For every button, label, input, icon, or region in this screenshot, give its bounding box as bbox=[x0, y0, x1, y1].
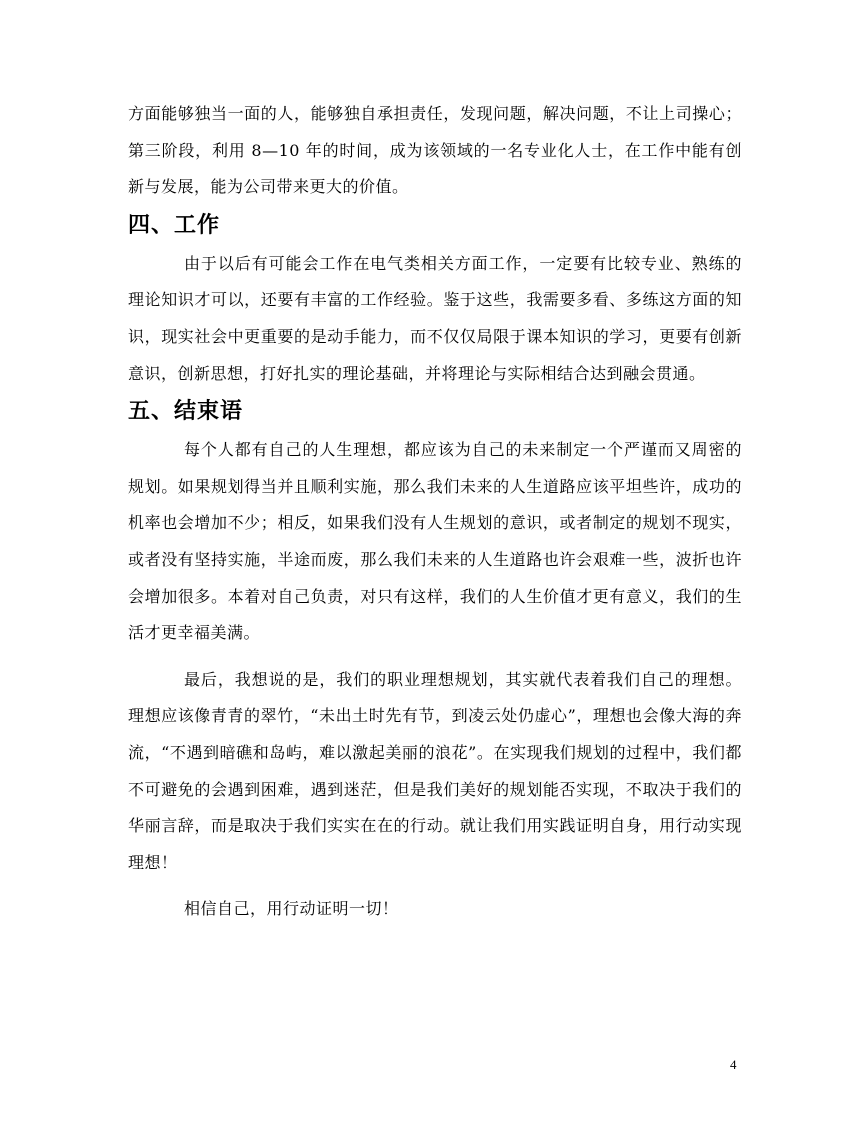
conclusion-paragraph-3: 相信自己，用行动证明一切！ bbox=[184, 899, 399, 919]
work-paragraph: 由于以后有可能会工作在电气类相关方面工作，一定要有比较专业、熟练的理论知识才可以，还要有丰富的工作经验。鉴于这些，我需要多看、多练这方面的知识，现实社会中更重要的是动手能力，而不仅仅局限于课本知识的学习，更要有创新意识，创新思想，打好扎实的理论基础，并将理论与实际相结合达到融会贯通。 bbox=[128, 253, 742, 383]
continuation-paragraph: 方面能够独当一面的人，能够独自承担责任，发现问题，解决问题，不让上司操心；第三阶段，利用 8—10 年的时间，成为该领域的一名专业化人士，在工作中能有创新与发展，能为公司带来更大的价值。 bbox=[128, 104, 742, 197]
conclusion-paragraph-1: 每个人都有自己的人生理想，都应该为自己的未来制定一个严谨而又周密的规划。如果规划得当并且顺利实施，那么我们未来的人生道路应该平坦些许，成功的机率也会增加不少；相反，如果我们没有人生规划的意识，或者制定的规划不现实，或者没有坚持实施，半途而废，那么我们未来的人生道路也许会艰难一些，波折也许会增加很多。本着对自己负责，对只有这样，我们的人生价值才更有意义，我们的生活才更幸福美满。 bbox=[128, 440, 742, 643]
paragraph-spacer bbox=[128, 652, 742, 662]
conclusion-paragraph-2: 最后，我想说的是，我们的职业理想规划，其实就代表着我们自己的理想。理想应该像青青的翠竹，“未出土时先有节，到凌云处仍虚心”，理想也会像大海的奔流，“不遇到暗礁和岛屿，难以激起美丽的浪花”。在实现我们规划的过程中，我们都不可避免的会遇到困难，遇到迷茫，但是我们美好的规划能否实现，不取决于我们的华丽言辞，而是取决于我们实实在在的行动。就让我们用实践证明自身，用行动实现理想！ bbox=[128, 669, 742, 872]
section-heading-conclusion: 五、结束语 bbox=[128, 399, 244, 425]
page-number: 4 bbox=[730, 1057, 737, 1072]
section-heading-work: 四、工作 bbox=[128, 212, 221, 238]
document-page bbox=[128, 96, 742, 928]
paragraph-spacer bbox=[128, 881, 742, 891]
